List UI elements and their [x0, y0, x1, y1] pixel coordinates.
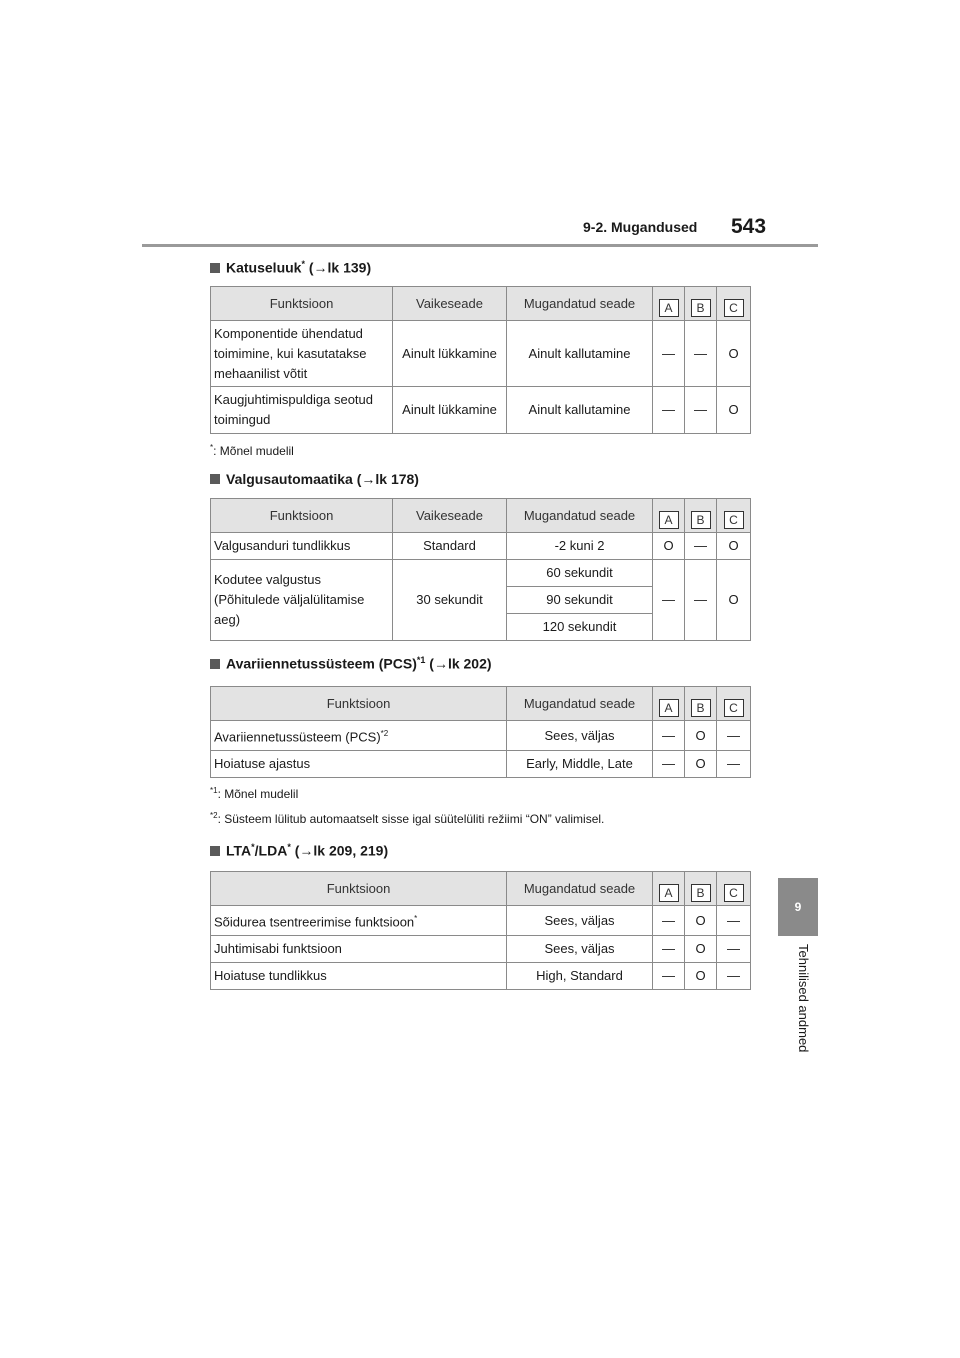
- cell-c: —: [717, 721, 751, 751]
- square-bullet-icon: [210, 659, 220, 669]
- cell-a: —: [653, 906, 685, 936]
- cell-b: O: [685, 906, 717, 936]
- cell-function: Avariiennetussüsteem (PCS)$^{*2}$: [211, 721, 507, 751]
- cell-function: Hoiatuse tundlikkus: [211, 963, 507, 990]
- cell-b: —: [685, 533, 717, 560]
- cell-a: —: [653, 321, 685, 387]
- cell-function: Juhtimisabi funktsioon: [211, 936, 507, 963]
- cell-custom: Ainult kallutamine: [507, 387, 653, 434]
- table-header: [211, 499, 751, 533]
- col-header: Mugandatud seade: [507, 687, 653, 721]
- cell-default: Ainult lükkamine: [393, 321, 507, 387]
- cell-custom: 120 sekundit: [507, 614, 653, 641]
- footnote: $^{*2}$: Süsteem lülitub automaatselt sisse igal süütelüliti režiimi “ON” valimisel.: [210, 811, 605, 826]
- cell-c: O: [717, 387, 751, 434]
- cell-b: —: [685, 387, 717, 434]
- col-header: Funktsioon: [211, 687, 507, 721]
- col-header-b: B: [685, 499, 717, 533]
- cell-custom: High, Standard: [507, 963, 653, 990]
- table-header: [211, 287, 751, 321]
- cell-custom: Sees, väljas: [507, 721, 653, 751]
- table-row: [211, 321, 751, 387]
- cell-c: O: [717, 560, 751, 641]
- square-bullet-icon: [210, 263, 220, 273]
- cell-custom: 90 sekundit: [507, 587, 653, 614]
- footnote: *: Mõnel mudelil: [210, 443, 294, 458]
- chapter-title: Tehnilised andmed: [796, 944, 811, 1053]
- cell-function: Valgusanduri tundlikkus: [211, 533, 393, 560]
- table-auto-lights: [210, 498, 751, 641]
- table-row: [211, 721, 751, 751]
- col-header-a: A: [653, 872, 685, 906]
- cell-a: —: [653, 560, 685, 641]
- col-header-c: C: [717, 287, 751, 321]
- col-header-a: A: [653, 687, 685, 721]
- cell-default: 30 sekundit: [393, 560, 507, 641]
- table-row: [211, 751, 751, 778]
- cell-custom: Early, Middle, Late: [507, 751, 653, 778]
- chapter-tab: 9: [778, 878, 818, 936]
- cell-b: O: [685, 936, 717, 963]
- table-row: [211, 560, 751, 587]
- table-pcs: [210, 686, 751, 778]
- cell-a: —: [653, 751, 685, 778]
- table-row: [211, 533, 751, 560]
- cell-function: Hoiatuse ajastus: [211, 751, 507, 778]
- cell-function: Sõidurea tsentreerimise funktsioon*: [211, 906, 507, 936]
- page-number: 543: [731, 215, 767, 238]
- cell-c: —: [717, 936, 751, 963]
- cell-a: —: [653, 936, 685, 963]
- cell-a: —: [653, 387, 685, 434]
- cell-function: Kodutee valgustus (Põhitulede väljalülitamise aeg): [211, 560, 393, 641]
- table-row: [211, 936, 751, 963]
- section-title: 9-2. Mugandused: [583, 219, 698, 235]
- footnote: $^{*1}$: Mõnel mudelil: [210, 786, 299, 801]
- square-bullet-icon: [210, 846, 220, 856]
- col-header: Vaikeseade: [393, 499, 507, 533]
- section-heading-lta-lda: LTA*/LDA* (→lk 209, 219): [210, 842, 388, 859]
- col-header: Funktsioon: [211, 872, 507, 906]
- col-header-a: A: [653, 499, 685, 533]
- cell-b: O: [685, 721, 717, 751]
- section-heading-pcs: Avariiennetussüsteem (PCS)$^{*1}$ (→lk 202): [210, 655, 492, 672]
- cell-c: —: [717, 906, 751, 936]
- table-row: [211, 387, 751, 434]
- col-header-c: C: [717, 872, 751, 906]
- cell-c: —: [717, 751, 751, 778]
- table-header: [211, 687, 751, 721]
- cell-b: O: [685, 751, 717, 778]
- cell-c: —: [717, 963, 751, 990]
- col-header: Vaikeseade: [393, 287, 507, 321]
- cell-custom: Ainult kallutamine: [507, 321, 653, 387]
- cell-function: Kaugjuhtimispuldiga seotud toimingud: [211, 387, 393, 434]
- col-header-b: B: [685, 287, 717, 321]
- col-header: Funktsioon: [211, 287, 393, 321]
- cell-b: —: [685, 321, 717, 387]
- col-header: Mugandatud seade: [507, 872, 653, 906]
- cell-c: O: [717, 321, 751, 387]
- section-heading-auto-lights: Valgusautomaatika (→lk 178): [210, 471, 419, 487]
- cell-b: O: [685, 963, 717, 990]
- col-header-c: C: [717, 499, 751, 533]
- col-header-b: B: [685, 687, 717, 721]
- col-header-a: A: [653, 287, 685, 321]
- cell-custom: 60 sekundit: [507, 560, 653, 587]
- col-header-b: B: [685, 872, 717, 906]
- table-row: [211, 963, 751, 990]
- cell-default: Standard: [393, 533, 507, 560]
- cell-b: —: [685, 560, 717, 641]
- cell-a: —: [653, 721, 685, 751]
- cell-custom: -2 kuni 2: [507, 533, 653, 560]
- col-header: Funktsioon: [211, 499, 393, 533]
- col-header-c: C: [717, 687, 751, 721]
- cell-custom: Sees, väljas: [507, 936, 653, 963]
- square-bullet-icon: [210, 474, 220, 484]
- header-rule: [142, 244, 818, 247]
- table-sunroof: [210, 286, 751, 434]
- cell-a: O: [653, 533, 685, 560]
- cell-c: O: [717, 533, 751, 560]
- section-heading-sunroof: Katuseluuk* (→lk 139): [210, 259, 371, 276]
- table-header: [211, 872, 751, 906]
- cell-default: Ainult lükkamine: [393, 387, 507, 434]
- cell-custom: Sees, väljas: [507, 906, 653, 936]
- cell-a: —: [653, 963, 685, 990]
- col-header: Mugandatud seade: [507, 287, 653, 321]
- col-header: Mugandatud seade: [507, 499, 653, 533]
- cell-function: Komponentide ühendatud toimimine, kui kasutatakse mehaanilist võtit: [211, 321, 393, 387]
- table-row: [211, 906, 751, 936]
- table-lta-lda: [210, 871, 751, 990]
